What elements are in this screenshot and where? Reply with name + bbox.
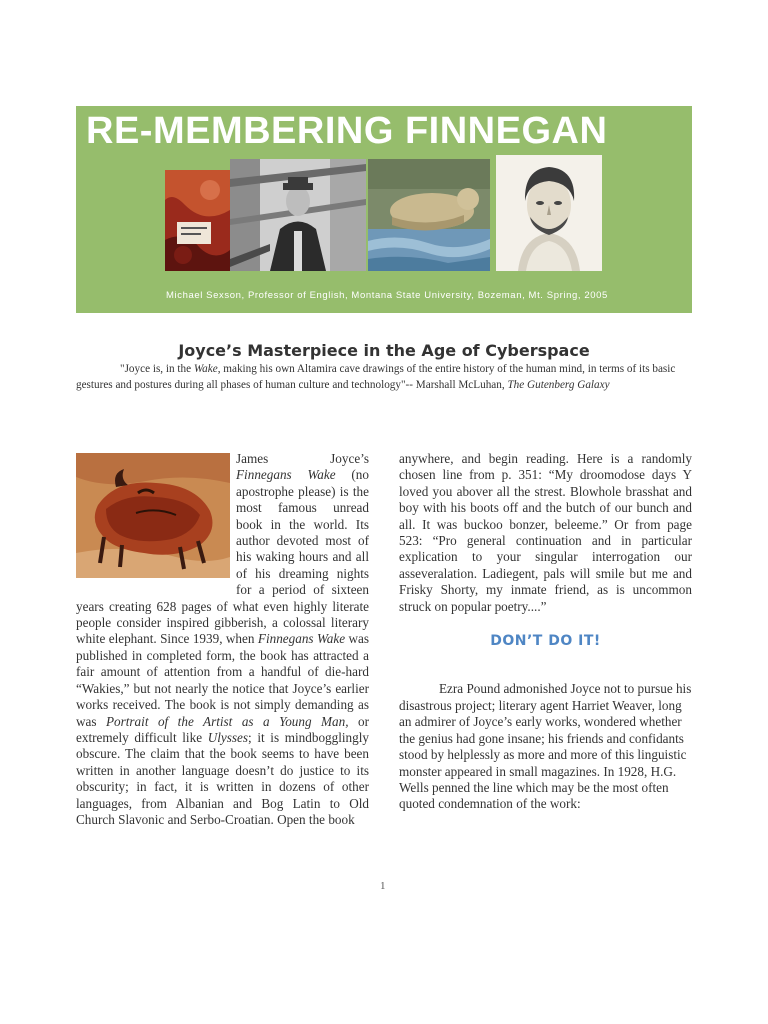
title-banner [76,106,692,313]
pound-paragraph: Ezra Pound admonished Joyce not to pursue his disastrous project; literary agent Harriet Weaver, long an admirer of Joyce’s early works, wondered whether the genius had gone insane; his friends and confidants stood by helplessly as more and more of this linguistic monster appeared in small magazines. In 1928, H.G. Wells penned the line which may be the most often quoted condemnation of the work: [399,681,692,812]
banner-title: RE-MEMBERING FINNEGAN [86,110,608,152]
right-column [399,451,692,813]
section-subhead: DON’T DO IT! [490,633,601,650]
joyce-photo [230,159,366,271]
reclining-figure-image [368,159,490,271]
bruno-portrait [496,155,602,271]
banner-caption: Michael Sexson, Professor of English, Montana State University, Bozeman, Mt. Spring, 2005 [166,290,608,301]
article-title: Joyce’s Masterpiece in the Age of Cyberspace [178,341,590,360]
epigraph: "Joyce is, in the Wake, making his own Altamira cave drawings of the entire history of the human mind, in terms of its basic gestures and postures during all phases of human culture and technology"-- Marshall McLuhan, The Gutenberg Galaxy [76,363,676,391]
cave-bison-image [76,453,230,578]
page-number: 1 [380,880,386,892]
left-column [76,451,369,828]
continuation-paragraph: anywhere, and begin reading. Here is a randomly chosen line from p. 351: “My droomodose days Y loved you abover all the strest. Blowhole brasshat and boy with his boots off and the butch of our bunch and all. It was buckoo bonzer, beleeme.” Or from page 523: “Pro general continuation and in particular explication to your singular interrogation our asseveralation. Ladiegent, pals will smile but me and Frisky Shorty, my inmate friend, as is uncommon struck on popular poetry....” [399,451,692,614]
book-cover-image [165,170,230,271]
intro-paragraph: James Joyce’s Finnegans Wake (no apostrophe please) is the most famous unread book in the world. Its author devoted most of his waking hours and all of his dreaming nights for a period of sixteen years creating 628 pages of what even highly literate people consider inspired gibberish, a colossal literary white elephant. Since 1939, when Finnegans Wake was published in completed form, the book has attracted a fair amount of attention from a handful of die-hard “Wakies,” but not nearly the notice that Joyce’s earlier works received. The book is not simply demanding as was Portrait of the Artist as a Young Man, or extremely difficult like Ulysses; it is mindbogglingly obscure. The claim that the book seems to have been written in another language doesn’t do justice to its obscurity; in fact, it is written in dozens of other languages, from Albanian and Bog Latin to Old Church Slavonic and Serbo-Croatian. Open the book [76,451,369,827]
